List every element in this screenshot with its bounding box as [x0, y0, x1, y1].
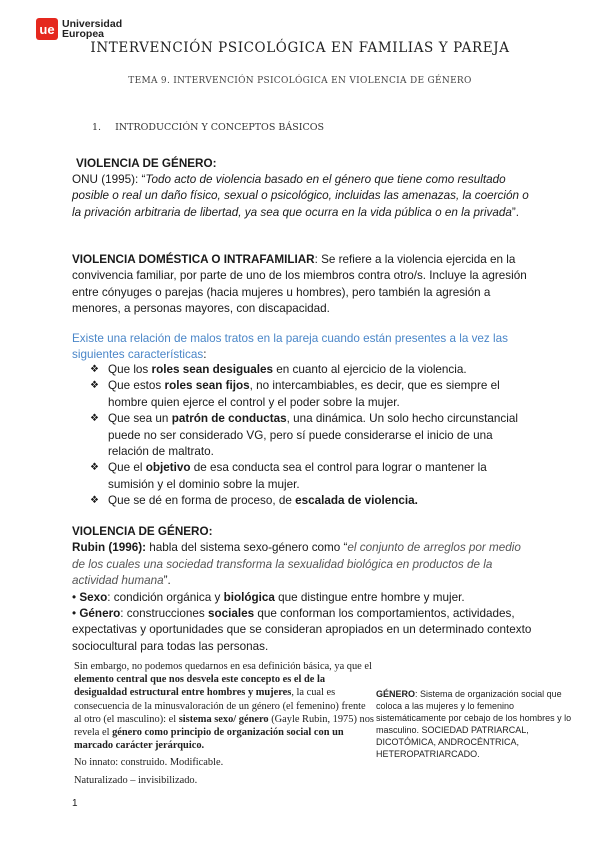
genero-text: : construcciones	[120, 607, 208, 621]
list-item	[90, 493, 535, 509]
characteristics-list	[90, 362, 535, 510]
list-item	[90, 460, 535, 493]
item-text: , no intercambiables, es decir, que es siempre el hombre quien ejerce el control y el poder sobre la mujer.	[108, 379, 500, 409]
bullet-diamond-icon: ❖	[90, 462, 99, 474]
onu-close: ”.	[511, 205, 519, 219]
item-bold: roles sean fijos	[164, 379, 250, 393]
page-number: 1	[72, 798, 78, 809]
malos-tratos-intro	[72, 331, 534, 364]
violencia-domestica-paragraph	[72, 252, 534, 318]
logo-line-1: Universidad	[62, 18, 123, 30]
heading-violencia-genero-2: VIOLENCIA DE GÉNERO:	[72, 525, 213, 538]
rubin-paragraph	[72, 540, 534, 589]
item-text: , una dinámica. Un solo hecho circunstancial puede no ser considerado VG, pero sí puede considerarse el inicio de una relación de maltrato.	[108, 412, 518, 459]
logo-mark: ue	[36, 18, 58, 40]
heading-violencia-genero-1: VIOLENCIA DE GÉNERO:	[76, 157, 217, 170]
university-logo	[36, 18, 122, 40]
genero-term: Género	[79, 607, 121, 621]
bullet-diamond-icon: ❖	[90, 495, 99, 507]
definition-onu	[76, 156, 538, 172]
item-text: de esa conducta sea el control para lograr o mantener la sumisión y el dominio sobre la mujer.	[108, 461, 487, 491]
violencia-domestica-term: VIOLENCIA DOMÉSTICA O INTRAFAMILIAR	[72, 253, 315, 266]
item-text: Que estos	[108, 379, 165, 393]
logo-line-2: Europea	[62, 28, 105, 40]
slide-excerpt	[74, 660, 374, 787]
excerpt-bold: elemento central que nos desvela este concepto es el de la desigualdad estructural entre hombres y mujeres	[74, 674, 326, 699]
genero-text: que conforman los comportamientos, actividades, expectativas y oportunidades que se consideran apropiados en un determinado contexto sociocultural para todas las personas.	[72, 607, 532, 653]
onu-source: ONU (1995): “	[72, 173, 146, 186]
item-text: en cuanto al ejercicio de la violencia.	[273, 363, 467, 376]
item-text: Que sea un	[108, 412, 172, 426]
list-item	[90, 411, 535, 460]
sexo-definition	[72, 590, 534, 606]
malos-tratos-colon: :	[203, 348, 207, 362]
sexo-text: que distingue entre hombre y mujer.	[274, 590, 465, 604]
rubin-quote: el conjunto de arreglos por medio de los cuales una sociedad transforma la sexualidad biológica en productos de la actividad humana	[72, 541, 521, 588]
logo-text	[62, 19, 122, 39]
genero-bold: sociales	[207, 607, 255, 621]
list-item	[90, 378, 535, 411]
excerpt-text: (Gayle Rubin, 1975) nos revela el	[74, 713, 374, 739]
bullet-dot-icon: •	[72, 607, 80, 621]
excerpt-bold: género como principio de organización social con un marcado carácter jerárquico.	[74, 727, 344, 752]
note-term: GÉNERO	[376, 689, 416, 699]
item-bold: escalada de violencia.	[295, 494, 418, 508]
excerpt-text: Sin embargo, no podemos quedarnos en esa definición básica, ya que el	[74, 661, 372, 672]
excerpt-text: , la cual es consecuencia de la minusvaloración de un género (el femenino) frente al otro (el masculino): el	[74, 687, 366, 725]
document-title: INTERVENCIÓN PSICOLÓGICA EN FAMILIAS Y PAREJA	[90, 40, 510, 56]
item-bold: roles sean desiguales	[151, 363, 274, 376]
document-subtitle: TEMA 9. INTERVENCIÓN PSICOLÓGICA EN VIOLENCIA DE GÉNERO	[128, 76, 472, 86]
onu-quote: Todo acto de violencia basado en el género que tiene como resultado posible o real un daño físico, sexual o psicológico, incluidas las amenazas, la coerción o la privación arbitraria de libertad, ya sea que ocurra en la vida pública o en la privada	[72, 173, 529, 219]
item-bold: patrón de conductas	[171, 412, 287, 426]
section-heading	[92, 122, 324, 133]
item-text: Que se dé en forma de proceso, de	[108, 494, 296, 508]
sexo-text: : condición orgánica y	[107, 590, 224, 604]
excerpt-line-3: Naturalizado – invisibilizado.	[74, 774, 198, 786]
bullet-dot-icon: •	[72, 590, 80, 604]
list-item	[90, 362, 535, 378]
item-bold: objetivo	[145, 461, 191, 475]
rubin-text: habla del sistema sexo-género como “	[146, 541, 348, 555]
excerpt-paragraph	[74, 660, 374, 752]
sexo-term: Sexo	[79, 590, 108, 604]
genero-definition	[72, 606, 534, 655]
section-title: INTRODUCCIÓN Y CONCEPTOS BÁSICOS	[115, 122, 325, 133]
onu-paragraph	[72, 172, 534, 221]
item-text: Que el	[108, 461, 146, 475]
genero-note	[376, 688, 576, 760]
item-text: Que los	[108, 363, 152, 376]
excerpt-bold: sistema sexo/ género	[178, 713, 269, 725]
note-text: : Sistema de organización social que coloca a las mujeres y lo femenino sistemáticamente por cebajo de los hombres y lo masculino. SOCIEDAD PATRIARCAL, DICOTÓMICA, ANDROCÉNTRICA, HETEROPATRIARCADO.	[376, 689, 572, 759]
bullet-diamond-icon: ❖	[90, 413, 99, 425]
malos-tratos-intro-text: Existe una relación de malos tratos en la pareja cuando están presentes a la vez las siguientes características	[72, 332, 508, 362]
bullet-diamond-icon: ❖	[90, 364, 99, 375]
excerpt-line-2: No innato: construido. Modificable.	[74, 757, 224, 769]
bullet-diamond-icon: ❖	[90, 380, 99, 392]
rubin-close: ”.	[163, 574, 171, 588]
rubin-author: Rubin (1996):	[72, 541, 147, 555]
violencia-domestica-text: : Se refiere a la violencia ejercida en la convivencia familiar, por parte de uno de los miembros contra otro/s. Incluye la agresión entre cónyuges o parejas (hacia mujeres u hombres), pero también la agresión a menores, a personas mayores, con discapacidad.	[72, 253, 527, 316]
rubin-block	[72, 524, 534, 655]
section-number: 1.	[92, 122, 102, 133]
sexo-bold: biológica	[223, 590, 275, 604]
